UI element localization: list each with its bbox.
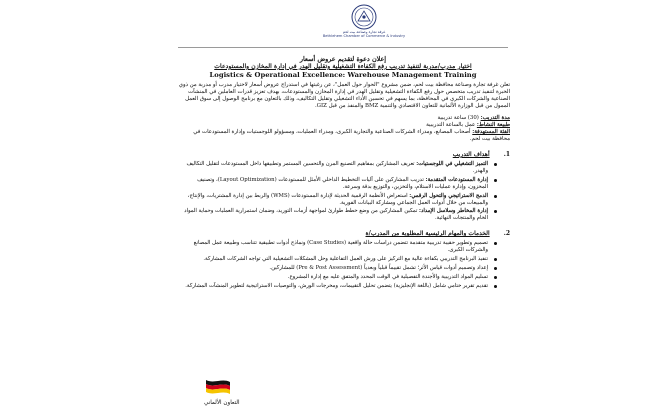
nature-label: طبيعة النشاط: [476,122,510,128]
announcement-title: إعلان دعوة لتقديم عروض أسعار [299,55,387,63]
german-cooperation-flag-icon [200,378,240,414]
section-heading-services [176,230,510,238]
announcement-subtitle: اختيار مدرب/مدربة لتنفيذ تدريب رفع الكفاءة التشغيلية وتقليل الهدر في إدارة المخازن والمستودعات [214,63,472,70]
intro-paragraph: تعلن غرفة تجارة وصناعة محافظة بيت لحم، ضمن مشروع "الحوار حول العمل"، عن رغبتها في استدراج عروض أسعار لاختيار مدرب أو مدربة من ذوي الخبرة لتنفيذ تدريب متخصص حول رفع الكفاءة التشغيلية وتقليل الهدر في إدارة المخازن والمستودعات، بهدف تعزيز قدرات العاملين في المنشآت الصناعية والشركات الكبرى في المحافظة، بما يسهم في تحسين الأداء التشغيلي وتقليل التكاليف، وذلك بالتعاون مع برنامج الوصول إلى سوق العمل الممول من قبل الوزارة الألمانية للتعاون الاقتصادي والتنمية BMZ والمنفذ من قبل GIZ. [178,82,510,109]
duration-label: مدة التدريب: [480,115,510,121]
org-name-arabic: غرفة تجارة وصناعة بيت لحم [342,30,386,34]
nature-row [176,122,510,129]
german-cooperation-logo [200,378,240,414]
chamber-logo [316,4,412,44]
header-divider [178,47,508,48]
target-value: أصحاب المصانع، ومدراء الشركات الصناعية والتجارية الكبرى، ومدراء العمليات، ومسؤولو اللوجستيات وإدارة المستودعات في محافظة بيت لحم. [193,129,510,142]
section-title: أهداف التدريب [452,151,490,158]
list-item: تسليم المواد التدريبية والأجندة التفصيلية في الوقت المحدد والمتفق عليه مع إدارة المشروع. [176,274,488,281]
objectives-list [176,161,510,222]
nature-value: عمل بالساعة التدريبية [426,122,476,128]
list-item: إدارة المستودعات المتقدمة: تدريب المشاركين على آليات التخطيط الداخلي الأمثل للمستودعات (Layout Optimization)، وتصنيف المخزون، وإدارة عمليات الاستلام، والتخزين، والتوزيع بدقة وسرعة. [176,177,488,191]
section-title: الخدمات والمهام الرئيسية المطلوبة من المدرب/ة [365,230,490,238]
section-number: 2. [503,230,510,238]
training-meta [176,115,510,143]
list-item: تنفيذ البرنامج التدريبي بكفاءة عالية مع التركيز على ورش العمل التفاعلية وحل المشكلات التشغيلية التي تواجه الشركات المشاركة. [176,256,488,263]
duration-row [176,115,510,122]
list-item: إدارة المخاطر وسلاسل الإمداد: تمكين المشاركين من وضع خطط طوارئ لمواجهة أزمات التوريد، وضمان استمرارية العمليات وحماية المواد الخام والمنتجات النهائية. [176,208,488,222]
section-heading-objectives [176,151,510,159]
announcement-title-english: Logistics & Operational Excellence: Warehouse Management Training [209,71,477,79]
section-number: 1. [503,151,510,158]
target-label: الفئة المستهدفة: [472,129,510,135]
list-item: تقديم تقرير ختامي شامل (باللغة الإنجليزية) يتضمن تحليل التقييمات، ومخرجات الورش، والتوصيات الاستراتيجية لتطوير المنشآت المشاركة. [176,283,488,290]
list-item: إعداد وتصميم أدوات قياس الأثر؛ تشمل تقييماً قبلياً وبعدياً (Pre & Post Assessment) للمشاركين. [176,265,488,272]
chamber-emblem-icon [351,4,377,30]
list-item: التميز التشغيلي في اللوجستيات: تعريف المشاركين بمفاهيم التصنيع المرن والتحسين المستمر وتطبيقها داخل المستودعات لتقليل التكاليف والهدر. [176,161,488,175]
duration-value: (30) ساعة تدريبية [437,115,479,121]
partner-name: التعاون الألماني [204,400,240,406]
list-item: الدمج الاستراتيجي والتحول الرقمي: استعراض الأنظمة الرقمية الحديثة لإدارة المستودعات (WMS) والربط بين إدارة المشتريات، والإنتاج، والمبيعات من خلال أدوات العمل الجماعي ومشاركة البيانات الفورية. [176,193,488,207]
target-row [176,129,510,143]
document-body [176,55,510,292]
org-name-english: Bethlehem Chamber of Commerce & Industry [322,34,406,39]
list-item: تصميم وتطوير حقيبة تدريبية متقدمة تتضمن دراسات حالة واقعية (Case Studies) ونماذج أدوات تطبيقية تتناسب وطبيعة عمل المصانع والشركات الكبرى. [176,240,488,254]
services-list [176,240,510,289]
